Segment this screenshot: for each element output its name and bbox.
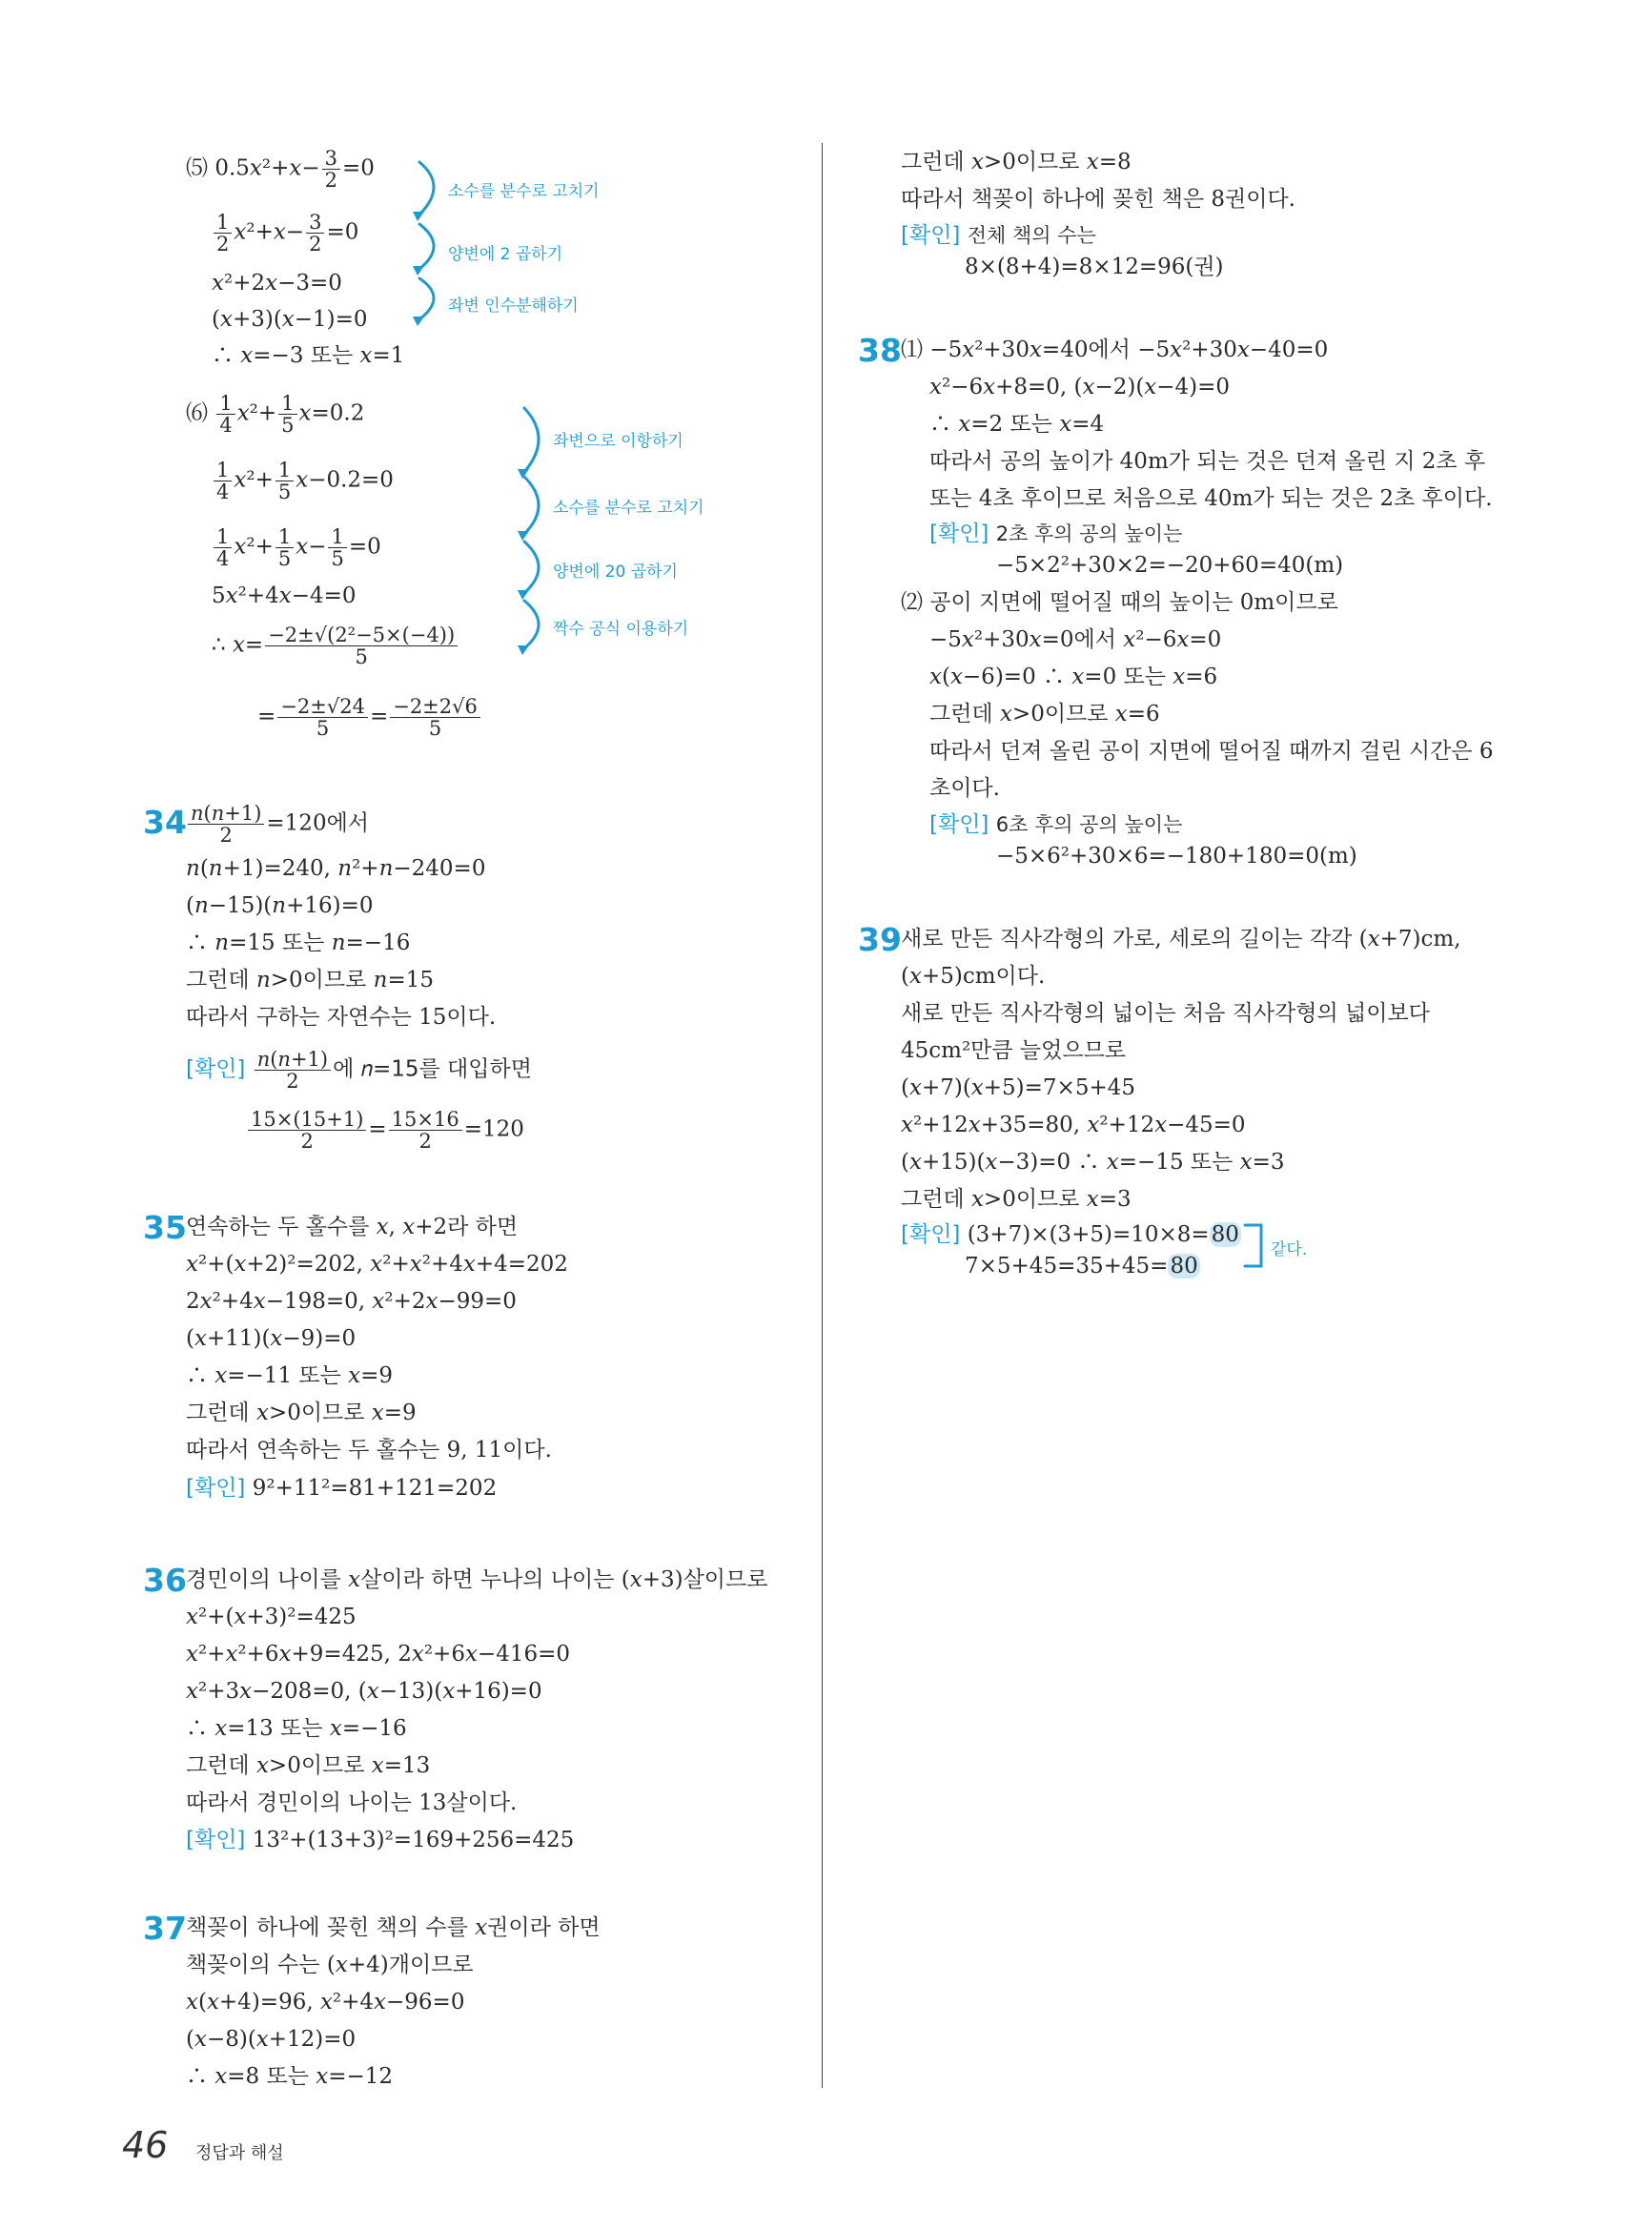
q37-check-1: [확인] 전체 책의 수는: [901, 223, 1096, 248]
q38-check-1b: −5×2²+30×2=−20+60=40(m): [996, 553, 1344, 578]
q34-number: 34: [143, 804, 187, 841]
q39-number: 39: [858, 921, 902, 958]
q34-line-6: 따라서 구하는 자연수는 15이다.: [186, 1005, 497, 1030]
q36-number: 36: [143, 1562, 187, 1599]
p6-note-3: 양변에 20 곱하기: [553, 563, 678, 582]
p6-line-6: = $\frac{-2\pm√24}{5}$ = $\frac{-2\pm 2√6}{5}$: [257, 696, 482, 739]
p5-note-3: 좌변 인수분해하기: [448, 297, 579, 316]
footer-label: 정답과 해설: [195, 2143, 284, 2163]
q38-line-2: 𝑥²−6𝑥+8=0, (𝑥−2)(𝑥−4)=0: [929, 375, 1231, 399]
q37-line-6: 그런데 𝑥>0이므로 𝑥=8: [901, 150, 1132, 174]
p5-line-4: (𝑥+3)(𝑥−1)=0: [212, 307, 368, 332]
q39-line-1: 새로 만든 직사각형의 가로, 세로의 길이는 각각 (𝑥+7)cm,: [901, 927, 1461, 951]
q39-check-1: [확인] (3+7)×(3+5)=10×8=80: [901, 1222, 1239, 1247]
q37-line-2: 책꽂이의 수는 (𝑥+4)개이므로: [186, 1953, 474, 1977]
q37-line-5: ∴ 𝑥=8 또는 𝑥=−12: [186, 2064, 394, 2089]
q38-line-9: 그런데 𝑥>0이므로 𝑥=6: [929, 702, 1160, 726]
q36-line-6: 그런데 𝑥>0이므로 𝑥=13: [186, 1753, 431, 1778]
q35-line-4: (𝑥+11)(𝑥−9)=0: [186, 1326, 357, 1351]
q38-check-2: [확인] 6초 후의 공의 높이는: [929, 812, 1183, 837]
q38-line-6: ⑵ 공이 지면에 떨어질 때의 높이는 0m이므로: [901, 590, 1338, 615]
q38-line-10: 따라서 던져 올린 공이 지면에 떨어질 때까지 걸린 시간은 6: [929, 739, 1494, 764]
q37-line-1: 책꽂이 하나에 꽂힌 책의 수를 𝑥권이라 하면: [186, 1915, 601, 1940]
q37-line-3: 𝑥(𝑥+4)=96, 𝑥²+4𝑥−96=0: [186, 1990, 465, 2015]
p6-note-2: 소수를 분수로 고치기: [553, 499, 704, 518]
arrow-p5-3: [419, 278, 434, 319]
arrow-p5-2: [419, 224, 434, 269]
arrow-p6-3: [524, 542, 539, 593]
q35-line-2: 𝑥²+(𝑥+2)²=202, 𝑥²+𝑥²+4𝑥+4=202: [186, 1252, 568, 1277]
q39-line-6: 𝑥²+12𝑥+35=80, 𝑥²+12𝑥−45=0: [901, 1113, 1246, 1137]
q35-line-1: 연속하는 두 홀수를 𝑥, 𝑥+2라 하면: [186, 1215, 519, 1239]
q38-line-4: 따라서 공의 높이가 40m가 되는 것은 던져 올린 지 2초 후: [929, 449, 1486, 474]
q36-line-7: 따라서 경민이의 나이는 13살이다.: [186, 1790, 518, 1815]
q36-line-2: 𝑥²+(𝑥+3)²=425: [186, 1605, 357, 1629]
p5-note-2: 양변에 2 곱하기: [448, 245, 563, 264]
q39-line-2: (𝑥+5)cm이다.: [901, 964, 1046, 989]
q34-line-5: 그런데 𝑛>0이므로 𝑛=15: [186, 968, 434, 992]
p6-note-1: 좌변으로 이항하기: [553, 432, 683, 451]
q38-line-11: 초이다.: [929, 776, 1000, 801]
q35-check: [확인] 9²+11²=81+121=202: [186, 1476, 498, 1501]
q39-line-3: 새로 만든 직사각형의 넓이는 처음 직사각형의 넓이보다: [901, 1001, 1430, 1026]
p6-line-5: ∴ 𝑥= $\frac{\text{−2±√(2²−5×(−4))}}{5}$: [212, 624, 459, 667]
q38-check-1: [확인] 2초 후의 공의 높이는: [929, 522, 1183, 546]
arrow-p6-4: [524, 601, 539, 648]
q38-line-8: 𝑥(𝑥−6)=0 ∴ 𝑥=0 또는 𝑥=6: [929, 665, 1218, 689]
q39-check-2: 7×5+45=35+45=80: [965, 1254, 1198, 1279]
q38-line-7: −5𝑥²+30𝑥=0에서 𝑥²−6𝑥=0: [929, 627, 1222, 652]
q34-line-3: (𝑛−15)(𝑛+16)=0: [186, 893, 374, 918]
q35-line-5: ∴ 𝑥=−11 또는 𝑥=9: [186, 1363, 394, 1388]
page-number: 46: [122, 2124, 169, 2166]
p5-line-1: ⑸ 0.5𝑥²+𝑥− $\frac{3}{2}$ =0: [186, 147, 375, 192]
q38-line-5: 또는 4초 후이므로 처음으로 40m가 되는 것은 2초 후이다.: [929, 486, 1493, 511]
q38-check-2b: −5×6²+30×6=−180+180=0(m): [996, 844, 1357, 869]
column-divider: [822, 143, 823, 2088]
q36-check: [확인] 13²+(13+3)²=169+256=425: [186, 1828, 575, 1852]
p5-line-2: $\frac{1}{2}$ 𝑥²+𝑥− $\frac{3}{2}$ =0: [212, 212, 358, 255]
q39-line-4: 45cm²만큼 늘었으므로: [901, 1038, 1127, 1063]
arrow-p6-2: [524, 477, 539, 534]
p5-note-1: 소수를 분수로 고치기: [448, 182, 600, 201]
q34-line-2: 𝑛(𝑛+1)=240, 𝑛²+𝑛−240=0: [186, 856, 486, 881]
q36-line-4: 𝑥²+3𝑥−208=0, (𝑥−13)(𝑥+16)=0: [186, 1679, 542, 1704]
p6-line-2: $\frac{1}{4}$ 𝑥²+ $\frac{1}{5}$ 𝑥−0.2=0: [212, 460, 394, 502]
q36-line-5: ∴ 𝑥=13 또는 𝑥=−16: [186, 1716, 407, 1741]
p6-line-1: ⑹ $\frac{1}{4}$ 𝑥²+ $\frac{1}{5}$ 𝑥=0.2: [186, 392, 365, 437]
q37-check-2: 8×(8+4)=8×12=96(권): [965, 255, 1224, 279]
p5-line-3: 𝑥²+2𝑥−3=0: [212, 271, 342, 296]
arrow-p6-1: [524, 408, 539, 472]
q35-line-6: 그런데 𝑥>0이므로 𝑥=9: [186, 1401, 417, 1425]
p6-note-4: 짝수 공식 이용하기: [553, 620, 689, 639]
q39-note: 같다.: [1271, 1240, 1308, 1259]
q35-line-7: 따라서 연속하는 두 홀수는 9, 11이다.: [186, 1438, 552, 1463]
q38-line-1: ⑴ −5𝑥²+30𝑥=40에서 −5𝑥²+30𝑥−40=0: [901, 338, 1329, 362]
q37-line-7: 따라서 책꽂이 하나에 꽂힌 책은 8권이다.: [901, 187, 1295, 212]
p6-line-3: $\frac{1}{4}$ 𝑥²+ $\frac{1}{5}$ 𝑥− $\frac{1}{5}$ =0: [212, 526, 381, 569]
q34-line-1: $\frac{\text{𝑛(𝑛+1)}}{2}$ =120에서: [186, 803, 369, 846]
q37-line-4: (𝑥−8)(𝑥+12)=0: [186, 2027, 357, 2052]
q37-number: 37: [143, 1910, 187, 1947]
q39-line-7: (𝑥+15)(𝑥−3)=0 ∴ 𝑥=−15 또는 𝑥=3: [901, 1150, 1285, 1175]
q38-number: 38: [858, 332, 902, 369]
q34-check-1: [확인] $\frac{\text{𝑛(𝑛+1)}}{2}$ 에 𝑛=15를 대입하면: [186, 1048, 532, 1093]
q34-line-4: ∴ 𝑛=15 또는 𝑛=−16: [186, 931, 411, 955]
q34-check-2: $\frac{15\times(15+1)}{2}$ = $\frac{15\times 16}{2}$ =120: [246, 1109, 524, 1152]
arrow-p5-1: [419, 162, 434, 215]
bracket-q39: [1245, 1225, 1261, 1266]
p6-line-4: 5𝑥²+4𝑥−4=0: [212, 583, 357, 608]
p5-line-5: ∴ 𝑥=−3 또는 𝑥=1: [212, 343, 405, 368]
q35-number: 35: [143, 1209, 187, 1246]
q36-line-3: 𝑥²+𝑥²+6𝑥+9=425, 2𝑥²+6𝑥−416=0: [186, 1642, 571, 1667]
q38-line-3: ∴ 𝑥=2 또는 𝑥=4: [929, 412, 1105, 437]
q39-line-5: (𝑥+7)(𝑥+5)=7×5+45: [901, 1075, 1135, 1100]
q36-line-1: 경민이의 나이를 𝑥살이라 하면 누나의 나이는 (𝑥+3)살이므로: [186, 1567, 768, 1592]
q35-line-3: 2𝑥²+4𝑥−198=0, 𝑥²+2𝑥−99=0: [186, 1289, 517, 1314]
q39-line-8: 그런데 𝑥>0이므로 𝑥=3: [901, 1187, 1132, 1212]
